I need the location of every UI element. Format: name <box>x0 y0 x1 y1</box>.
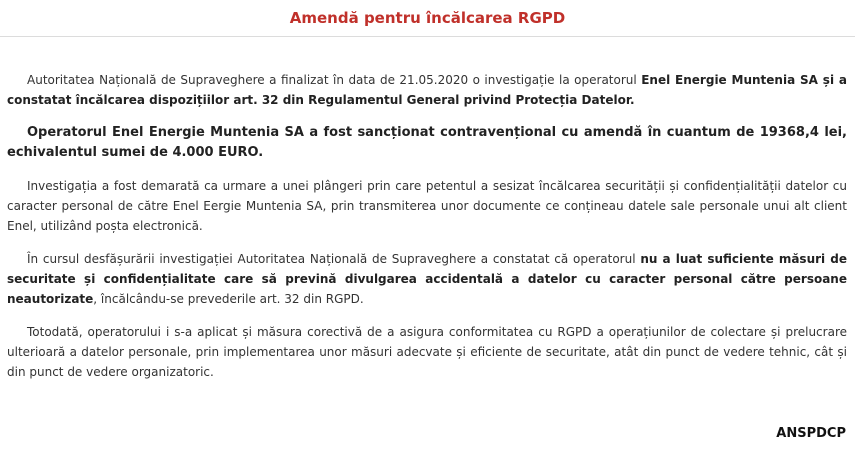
paragraph-bold-text: nu a luat suficiente măsuri de securitate și confidențialitate care să prevină divulgarea accidentală a datelor cu caracter personal către persoane neautorizate <box>7 252 847 306</box>
paragraph-text: Autoritatea Națională de Supraveghere a finalizat în data de 21.05.2020 o investigație la operatorul <box>27 73 642 87</box>
paragraph-sanction: Operatorul Enel Energie Muntenia SA a fost sancționat contravențional cu amendă în cuantum de 19368,4 lei, echivalentul sumei de 4.000 EURO. <box>7 125 847 160</box>
article-body <box>7 70 847 395</box>
paragraph-findings <box>7 249 847 309</box>
paragraph-corrective-measure: Totodată, operatorului i s-a aplicat și măsura corectivă de a asigura conformitatea cu RGPD a operațiunilor de colectare și prelucrare ulterioară a datelor personale, prin implementarea unor măsuri adecvate și eficiente de securitate, atât din punct de vedere tehnic, cât și din punct de vedere organizatoric. <box>7 325 847 379</box>
paragraph-bold-text: Enel Energie Muntenia SA și a constatat încălcarea dispozițiilor art. 32 din Regulamentul General privind Protecția Datelor. <box>7 73 847 107</box>
paragraph-text: , încălcându-se prevederile art. 32 din RGPD. <box>93 292 364 306</box>
paragraph-investigation-summary <box>7 70 847 110</box>
title-bar <box>0 0 855 37</box>
paragraph-text: În cursul desfășurării investigației Autoritatea Națională de Supraveghere a constatat că operatorul <box>27 252 641 266</box>
signature: ANSPDCP <box>776 426 846 441</box>
page-title: Amendă pentru încălcarea RGPD <box>289 9 566 27</box>
paragraph-complaint: Investigația a fost demarată ca urmare a unei plângeri prin care petentul a sesizat încălcarea securității și confidențialității datelor cu caracter personal de către Enel Eergie Muntenia SA, prin transmiterea unor documente ce conțineau datele sale personale unui alt client Enel, utilizând poșta electronică. <box>7 179 847 233</box>
